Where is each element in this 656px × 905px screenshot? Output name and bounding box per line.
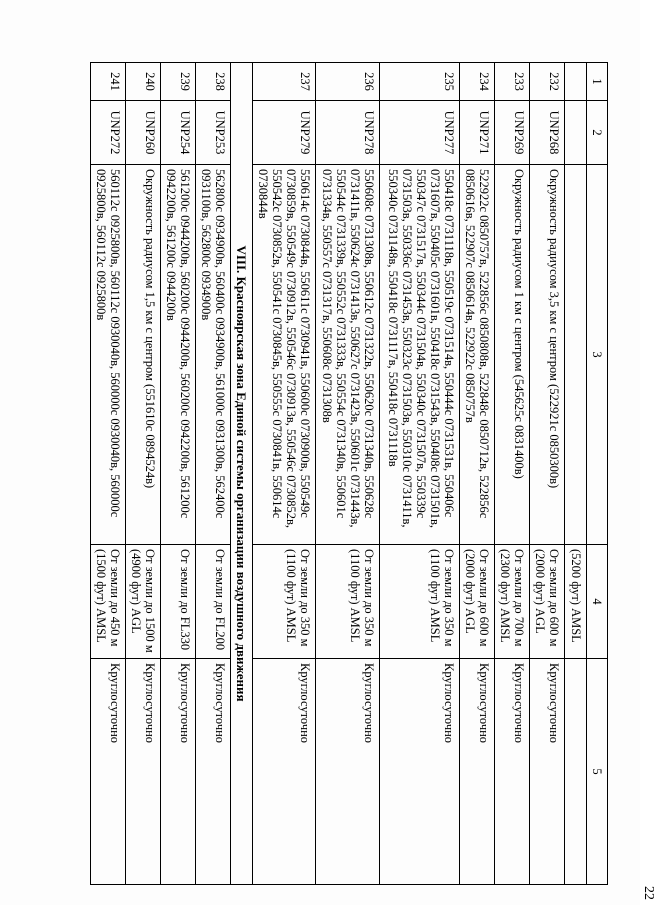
col-header-3: 3 xyxy=(587,165,608,545)
table-row xyxy=(380,63,460,885)
zone-code: UNP269 xyxy=(495,101,530,165)
section-title: VIII. Красноярская зона Единой системы организации воздушного движения xyxy=(231,63,253,885)
col-header-5: 5 xyxy=(587,659,608,885)
zone-code: UNP260 xyxy=(126,101,161,165)
table-row xyxy=(460,63,495,885)
operating-time: Круглосуточно xyxy=(91,659,126,885)
row-number: 237 xyxy=(253,63,316,101)
altitude-limits: От земли до 700 м (2300 фут) AMSL xyxy=(495,545,530,659)
zone-boundary: 561200с 0944200в, 560200с 0944200в, 560200с 0942200в, 561200с 0942200в, 561200с 0944200в xyxy=(161,165,196,545)
table-row xyxy=(530,63,565,885)
zone-boundary: Окружность радиусом 3,5 км с центром (522921с 0850300в) xyxy=(530,165,565,545)
zone-boundary: 550418с 0731118в, 550519с 0731514в, 550444с 0731531в, 550406с 0731607в, 550405с 0731601в, 550418с 0731543в, 550408с 0731501в, 550347с 0731517в, 550344с 0731504в, 550340с 0731507в, 550339с 0731503в, 550336с 0731453в, 550323с 0731503в, 550310с 0731411в, 550340с 0731148в, 550418с 0731117в, 550418с 0731118в xyxy=(380,165,460,545)
zone-code: UNP272 xyxy=(91,101,126,165)
operating-time: Круглосуточно xyxy=(126,659,161,885)
table-row xyxy=(253,63,316,885)
altitude-limits: (5200 фут) AMSL xyxy=(565,545,587,659)
col-header-1: 1 xyxy=(587,63,608,101)
table-row xyxy=(91,63,126,885)
row-number: 238 xyxy=(196,63,231,101)
row-number: 235 xyxy=(380,63,460,101)
operating-time: Круглосуточно xyxy=(380,659,460,885)
altitude-limits: От земли до 600 м (2000 фут) AGL xyxy=(530,545,565,659)
row-number: 241 xyxy=(91,63,126,101)
table-row xyxy=(495,63,530,885)
altitude-limits: От земли до 350 м (1100 фут) AMSL xyxy=(380,545,460,659)
operating-time: Круглосуточно xyxy=(316,659,380,885)
row-number: 232 xyxy=(530,63,565,101)
row-number: 236 xyxy=(316,63,380,101)
operating-time: Круглосуточно xyxy=(460,659,495,885)
zone-code xyxy=(565,101,587,165)
zone-boundary: Окружность радиусом 1 км с центром (545625с 0831400в) xyxy=(495,165,530,545)
row-number: 234 xyxy=(460,63,495,101)
table-row xyxy=(316,63,380,885)
table-body xyxy=(91,63,587,885)
operating-time: Круглосуточно xyxy=(161,659,196,885)
table-row xyxy=(126,63,161,885)
row-number: 239 xyxy=(161,63,196,101)
zone-code: UNP279 xyxy=(253,101,316,165)
altitude-limits: От земли до FL200 xyxy=(196,545,231,659)
operating-time: Круглосуточно xyxy=(530,659,565,885)
altitude-limits: От земли до 350 м (1100 фут) AMSL xyxy=(316,545,380,659)
zone-code: UNP254 xyxy=(161,101,196,165)
altitude-limits: От земли до 1500 м (4900 фут) AGL xyxy=(126,545,161,659)
row-number xyxy=(565,63,587,101)
operating-time: Круглосуточно xyxy=(196,659,231,885)
zone-boundary: 560112с 0925800в, 560112с 0930040в, 560000с 0930040в, 560000с 0925800в, 560112с 0925800в xyxy=(91,165,126,545)
operating-time: Круглосуточно xyxy=(253,659,316,885)
operating-time: Круглосуточно xyxy=(495,659,530,885)
page-number: 22 xyxy=(641,886,656,900)
operating-time xyxy=(565,659,587,885)
zone-code: UNP253 xyxy=(196,101,231,165)
altitude-limits: От земли до 350 м (1100 фут) AMSL xyxy=(253,545,316,659)
section-row xyxy=(231,63,253,885)
zone-boundary: 522922с 0850757в, 522856с 0850808в, 522848с 0850712в, 522856с 0850616в, 522907с 0850614в, 522922с 0850757в xyxy=(460,165,495,545)
zone-code: UNP271 xyxy=(460,101,495,165)
altitude-limits: От земли до 600 м (2000 фут) AGL xyxy=(460,545,495,659)
row-number: 240 xyxy=(126,63,161,101)
col-header-4: 4 xyxy=(587,545,608,659)
zone-boundary: 562800с 0934900в, 560400с 0934900в, 561000с 0931300в, 562400с 0931100в, 562800с 0934900в xyxy=(196,165,231,545)
table-row xyxy=(565,63,587,885)
table-row xyxy=(196,63,231,885)
zone-boundary: 550614с 0730844в, 550611с 0730941в, 550600с 0730900в, 550549с 0730859в, 550549с 0730912в, 550546с 0730913в, 550546с 0730852в, 550542с 0730852в, 550541с 0730845в, 550555с 0730841в, 550614с 0730844в xyxy=(253,165,316,545)
zone-code: UNP268 xyxy=(530,101,565,165)
table-row xyxy=(161,63,196,885)
zone-boundary: 550608с 0731308в, 550612с 0731322в, 550620с 0731340в, 550628с 0731411в, 550624с 0731413в, 550627с 0731423в, 550601с 0731443в, 550544с 0731339в, 550552с 0731333в, 550554с 0731340в, 550601с 0731334в, 550557с 0731317в, 550608с 0731308в xyxy=(316,165,380,545)
zone-code: UNP277 xyxy=(380,101,460,165)
altitude-limits: От земли до FL330 xyxy=(161,545,196,659)
zone-code: UNP278 xyxy=(316,101,380,165)
altitude-limits: От земли до 450 м (1500 фут) AMSL xyxy=(91,545,126,659)
col-header-2: 2 xyxy=(587,101,608,165)
airspace-table xyxy=(90,62,608,885)
rotated-content xyxy=(94,62,656,900)
row-number: 233 xyxy=(495,63,530,101)
header-row xyxy=(587,63,608,885)
zone-boundary xyxy=(565,165,587,545)
zone-boundary: Окружность радиусом 1,5 км с центром (551610с 0894524в) xyxy=(126,165,161,545)
